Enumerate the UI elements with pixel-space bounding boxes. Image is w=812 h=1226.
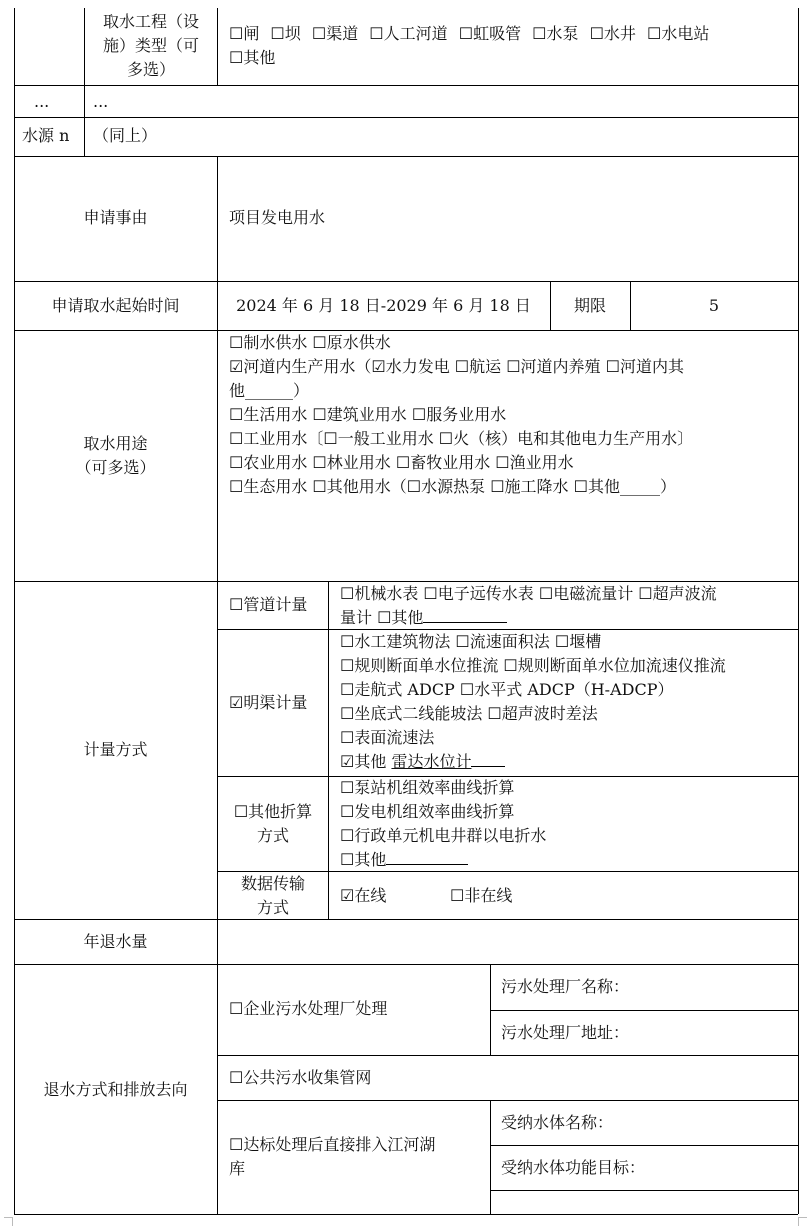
transmission-label: 数据传输 方式 <box>240 874 305 917</box>
intake-type-options[interactable]: ☐闸 ☐坝 ☐渠道 ☐人工河道 ☐虹吸管 ☐水泵 ☐水井 ☐水电站 ☐其他 <box>229 24 710 67</box>
water-source-n-label: 水源 n <box>22 126 70 145</box>
public-sewer-checkbox[interactable]: ☐公共污水收集管网 <box>229 1068 372 1087</box>
plant-name-label: 污水处理厂名称： <box>501 977 630 996</box>
other-calc-checkbox[interactable]: ☐其他折算 方式 <box>233 802 313 845</box>
enterprise-treatment-checkbox[interactable]: ☐企业污水处理厂处理 <box>229 999 388 1018</box>
page-corner-mark <box>798 1217 807 1226</box>
receiver-name-label: 受纳水体名称： <box>501 1113 614 1132</box>
plant-address-label: 污水处理厂地址： <box>501 1023 630 1042</box>
period-value: 2024 年 6 月 18 日-2029 年 6 月 18 日 <box>236 296 531 315</box>
pipe-metering-options[interactable]: ☐机械水表 ☐电子远传水表 ☐电磁流量计 ☐超声波流 量计 ☐其他 <box>340 584 717 627</box>
metering-label: 计量方式 <box>83 740 148 759</box>
channel-metering-options[interactable]: ☐水工建筑物法 ☐流速面积法 ☐堰槽 ☐规则断面单水位推流 ☐规则断面单水位加流速仪推流 ☐走航式 ADCP ☐水平式 ADCP（H-ADCP） ☐坐底式二线能坡法 ☐超声波时差法 ☐表面流速法 ☑其他 雷达水位计 <box>340 632 726 771</box>
reason-value: 项目发电用水 <box>229 208 326 227</box>
term-value: 5 <box>708 296 720 315</box>
discharge-label: 退水方式和排放去向 <box>43 1080 188 1099</box>
other-calc-blank[interactable] <box>386 848 468 865</box>
direct-discharge-checkbox[interactable]: ☐达标处理后直接排入江河湖 库 <box>229 1135 436 1178</box>
pipe-metering-checkbox[interactable]: ☐管道计量 <box>229 595 308 614</box>
ellipsis-right: ... <box>93 92 109 111</box>
transmission-offline[interactable]: ☐非在线 <box>450 886 513 905</box>
channel-metering-checkbox[interactable]: ☑明渠计量 <box>229 693 308 712</box>
ellipsis-left: ... <box>34 92 50 111</box>
page-corner-mark <box>4 1217 13 1226</box>
annual-return-label: 年退水量 <box>83 932 148 951</box>
reason-label: 申请事由 <box>83 208 148 227</box>
water-source-n-value: （同上） <box>93 126 158 145</box>
period-label: 申请取水起始时间 <box>51 296 180 315</box>
transmission-online[interactable]: ☑在线 <box>340 886 387 905</box>
usage-options[interactable]: ☐制水供水 ☐原水供水 ☑河道内生产用水（☑水力发电 ☐航运 ☐河道内养殖 ☐河道内其 他______） ☐生活用水 ☐建筑业用水 ☐服务业用水 ☐工业用水〔☐一般工业用水 ☐火（核）电和其他电力生产用水〕 ☐农业用水 ☐林业用水 ☐畜牧业用水 ☐渔业用水 ☐生态用水 ☐其他用水（☐水源热泵 ☐施工降水 ☐其他_____） <box>229 333 694 496</box>
usage-label: 取水用途 （可多选） <box>75 434 156 477</box>
channel-other-value: 雷达水位计 <box>391 752 472 771</box>
receiver-target-label: 受纳水体功能目标： <box>501 1158 646 1177</box>
intake-type-label: 取水工程（设 施）类型（可 多选） <box>102 12 199 79</box>
pipe-other-blank[interactable] <box>423 606 507 623</box>
other-calc-options[interactable]: ☐泵站机组效率曲线折算 ☐发电机组效率曲线折算 ☐行政单元机电井群以电折水 ☐其他 <box>340 778 547 869</box>
term-label: 期限 <box>573 296 606 315</box>
